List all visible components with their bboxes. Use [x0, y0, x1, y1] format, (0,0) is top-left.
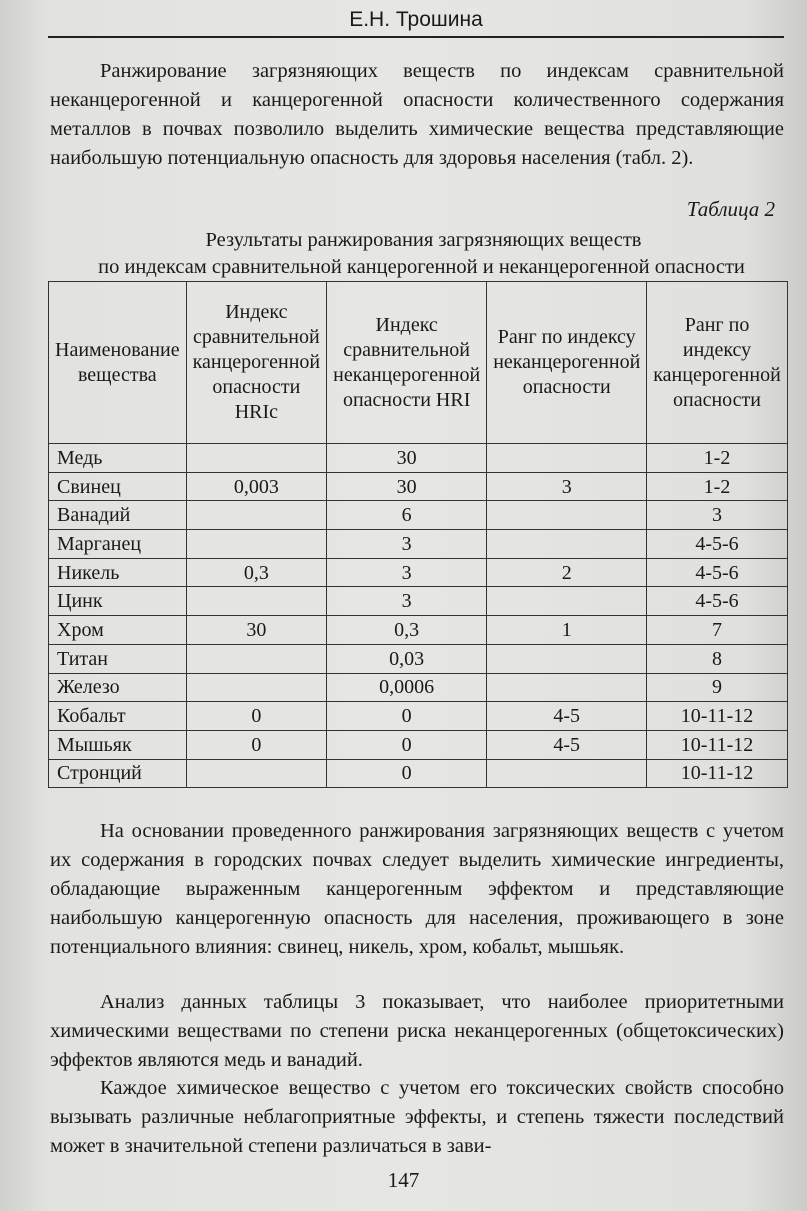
table-cell — [186, 759, 327, 788]
table-cell — [487, 644, 647, 673]
substance-name-cell: Хром — [49, 616, 187, 645]
column-header-rank-carc: Ранг по индексу канцерогенной опасности — [647, 282, 788, 444]
table-row — [49, 558, 788, 587]
column-header-rank-noncarc: Ранг по индексу неканцерогенной опасности — [487, 282, 647, 444]
table-row — [49, 501, 788, 530]
table-row — [49, 472, 788, 501]
table-cell: 4-5-6 — [647, 530, 788, 559]
table-cell — [487, 759, 647, 788]
table-cell: 3 — [327, 587, 487, 616]
table-row — [49, 759, 788, 788]
ranking-table — [48, 281, 788, 788]
table-cell: 0 — [327, 759, 487, 788]
substance-name-cell: Ванадий — [49, 501, 187, 530]
substance-name-cell: Стронций — [49, 759, 187, 788]
table-body — [49, 444, 788, 788]
table-cell — [186, 644, 327, 673]
table-cell: 3 — [647, 501, 788, 530]
running-header: Е.Н. Трошина — [48, 6, 784, 38]
table-cell: 3 — [327, 530, 487, 559]
table-cell: 0,0006 — [327, 673, 487, 702]
table-title-line2: по индексам сравнительной канцерогенной и неканцерогенной опасности — [98, 256, 745, 278]
table-cell: 7 — [647, 616, 788, 645]
table-cell — [487, 444, 647, 473]
table-cell — [186, 530, 327, 559]
table-cell: 1-2 — [647, 472, 788, 501]
table-cell: 4-5 — [487, 730, 647, 759]
table-cell: 30 — [186, 616, 327, 645]
table-cell: 10-11-12 — [647, 759, 788, 788]
table-label: Таблица 2 — [686, 197, 775, 221]
table-cell: 3 — [327, 558, 487, 587]
table-cell — [487, 673, 647, 702]
intro-paragraph: Ранжирование загрязняющих веществ по индексам сравнительной неканцерогенной и канцерогенной опасности количественного содержания металлов в почвах позволило выделить химические вещества представляющие наибольшую потенциальную опасность для здоровья населения (табл. 2). — [50, 60, 784, 169]
paragraph-analysis: Анализ данных таблицы 3 показывает, что наиболее приоритетными химическими веществами по степени риска неканцерогенных (общетоксических) эффектов являются медь и ванадий. — [50, 991, 784, 1071]
substance-name-cell: Свинец — [49, 472, 187, 501]
table-cell: 0 — [186, 702, 327, 731]
table-cell: 4-5-6 — [647, 587, 788, 616]
substance-name-cell: Цинк — [49, 587, 187, 616]
table-header-row — [49, 282, 788, 444]
paragraph-effects: Каждое химическое вещество с учетом его токсических свойств способно вызывать различные неблагоприятные эффекты, и степень тяжести последствий может в значительной степени различаться в зави- — [50, 1077, 784, 1157]
column-header-hri: Индекс сравнительной неканцерогенной опасности HRI — [327, 282, 487, 444]
substance-name-cell: Никель — [49, 558, 187, 587]
table-cell: 10-11-12 — [647, 730, 788, 759]
table-cell: 0,03 — [327, 644, 487, 673]
table-row — [49, 444, 788, 473]
table-cell — [487, 587, 647, 616]
substance-name-cell: Марганец — [49, 530, 187, 559]
paragraph-carcinogenic: На основании проведенного ранжирования загрязняющих веществ с учетом их содержания в городских почвах следует выделить химические ингредиенты, обладающие выраженным канцерогенным эффектом и представляющие наибольшую канцерогенную опасность для населения, проживающего в зоне потенциального влияния: свинец, никель, хром, кобальт, мышьяк. — [50, 820, 784, 958]
table-cell — [487, 501, 647, 530]
table-cell: 4-5-6 — [647, 558, 788, 587]
table-row — [49, 616, 788, 645]
table-row — [49, 530, 788, 559]
table-cell: 30 — [327, 444, 487, 473]
table-row — [49, 730, 788, 759]
substance-name-cell: Железо — [49, 673, 187, 702]
table-cell: 4-5 — [487, 702, 647, 731]
substance-name-cell: Титан — [49, 644, 187, 673]
table-cell: 8 — [647, 644, 788, 673]
table-row — [49, 587, 788, 616]
table-cell: 10-11-12 — [647, 702, 788, 731]
table-cell — [186, 673, 327, 702]
column-header-hric: Индекс сравнительной канцерогенной опасности HRIc — [186, 282, 327, 444]
table-cell: 6 — [327, 501, 487, 530]
table-cell — [186, 444, 327, 473]
page-number: 147 — [387, 1168, 420, 1192]
table-cell: 9 — [647, 673, 788, 702]
table-cell — [186, 501, 327, 530]
table-row — [49, 673, 788, 702]
substance-name-cell: Мышьяк — [49, 730, 187, 759]
table-cell: 0,3 — [327, 616, 487, 645]
substance-name-cell: Медь — [49, 444, 187, 473]
table-cell: 0 — [327, 702, 487, 731]
table-cell: 1 — [487, 616, 647, 645]
table-cell — [186, 587, 327, 616]
table-cell: 0 — [327, 730, 487, 759]
table-cell: 1-2 — [647, 444, 788, 473]
table-cell: 30 — [327, 472, 487, 501]
table-title-line1: Результаты ранжирования загрязняющих веществ — [205, 229, 642, 251]
table-cell: 0 — [186, 730, 327, 759]
table-cell: 0,003 — [186, 472, 327, 501]
table-cell: 2 — [487, 558, 647, 587]
table-cell: 0,3 — [186, 558, 327, 587]
table-cell: 3 — [487, 472, 647, 501]
column-header-substance: Наименование вещества — [49, 282, 187, 444]
table-row — [49, 702, 788, 731]
table-cell — [487, 530, 647, 559]
substance-name-cell: Кобальт — [49, 702, 187, 731]
table-row — [49, 644, 788, 673]
